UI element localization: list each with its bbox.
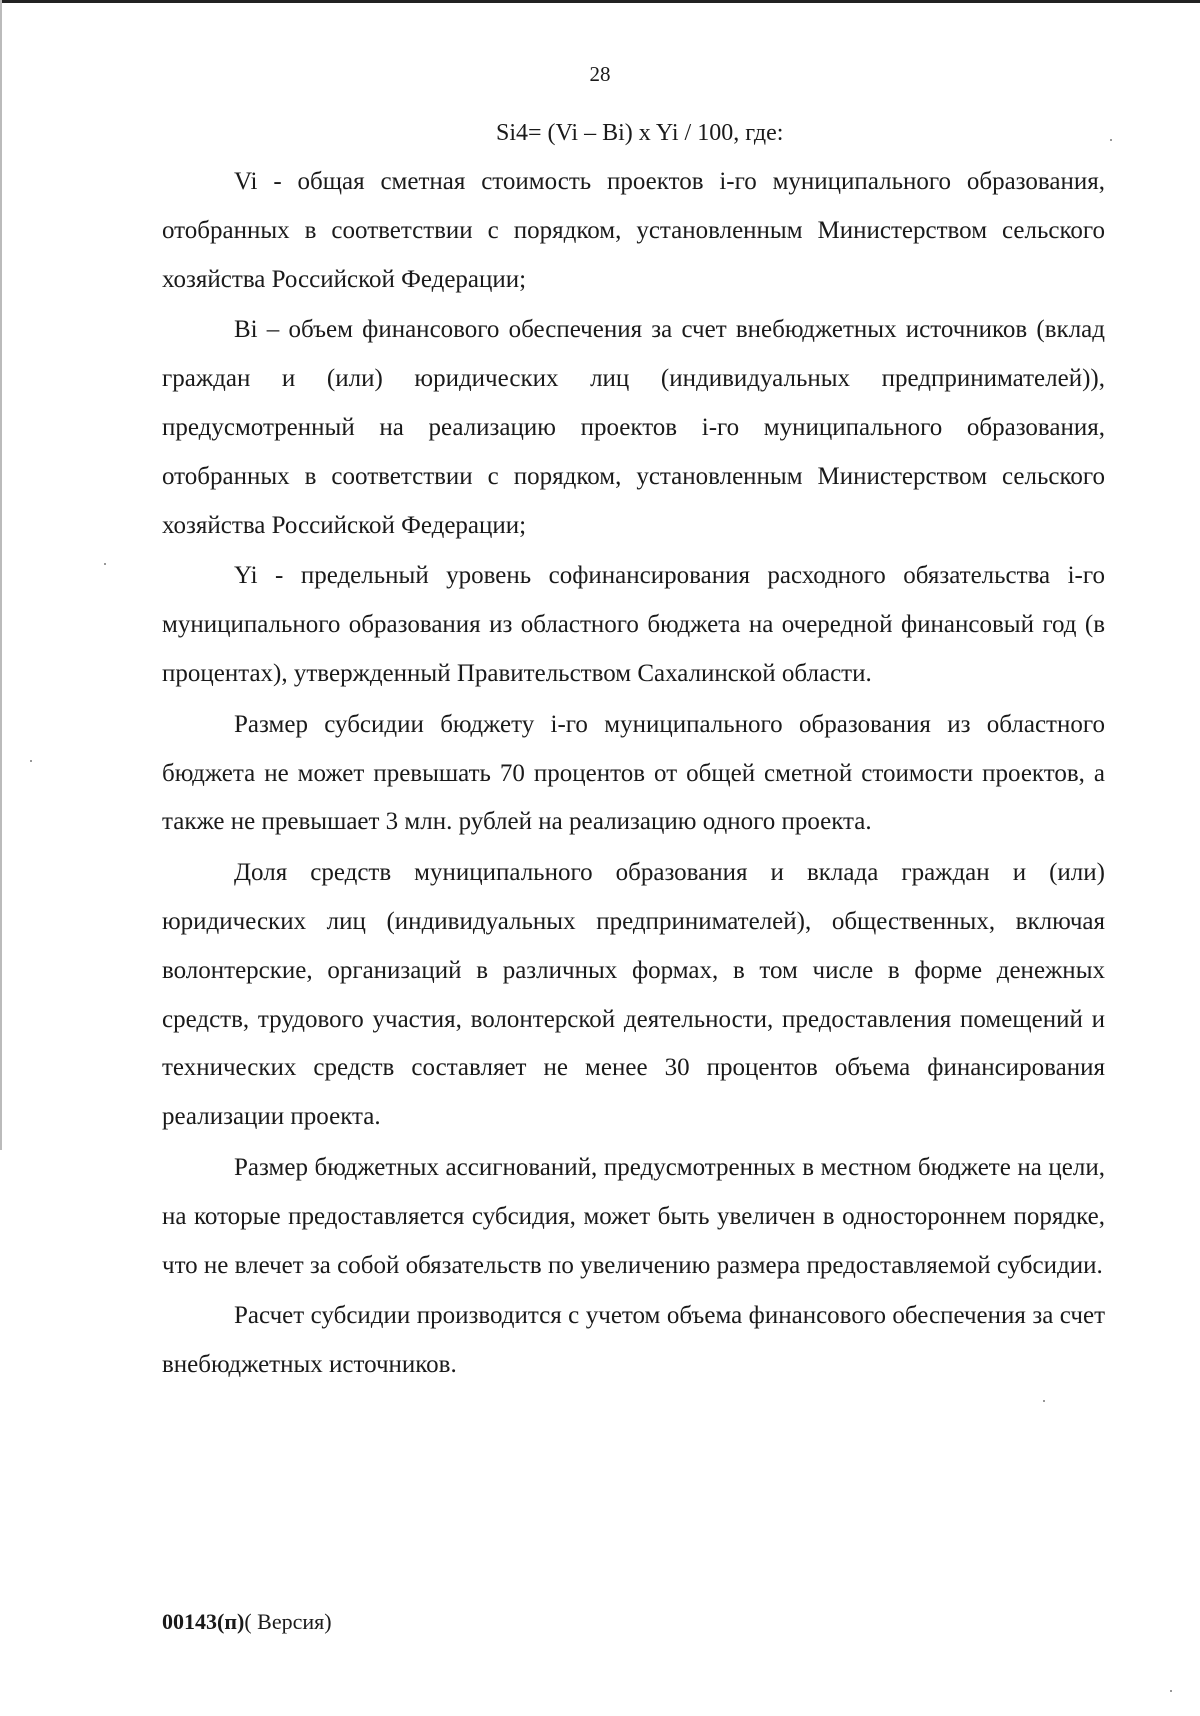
document-body <box>162 158 1105 1392</box>
subsidy-formula: Si4= (Vi – Bi) x Yi / 100, где: <box>496 120 784 146</box>
document-version: ( Версия) <box>244 1609 332 1634</box>
paragraph-vi-definition: Vi - общая сметная стоимость проектов i-го муниципального образования, отобранных в соответствии с порядком, установленным Министерством сельского хозяйства Российской Федерации; <box>162 168 1105 293</box>
scan-speck <box>104 563 106 565</box>
paragraph-bi-definition: Bi – объем финансового обеспечения за счет внебюджетных источников (вклад граждан и (или) юридических лиц (индивидуальных предпринимателей)), предусмотренный на реализацию проектов i-го муниципального образования, отобранных в соответствии с порядком, установленным Министерством сельского хозяйства Российской Федерации; <box>162 316 1105 539</box>
scan-top-border <box>0 0 1200 3</box>
document-code: 00143(п) <box>162 1609 245 1634</box>
paragraph-calculation-note: Расчет субсидии производится с учетом объема финансового обеспечения за счет внебюджетных источников. <box>162 1302 1105 1379</box>
paragraph-yi-definition: Yi - предельный уровень софинансирования расходного обязательства i-го муниципального образования из областного бюджета на очередной финансовый год (в процентах), утвержденный Правительством Сахалинской области. <box>162 562 1105 687</box>
scan-speck <box>1110 139 1112 141</box>
paragraph-cofinancing-share: Доля средств муниципального образования и вклада граждан и (или) юридических лиц (индивидуальных предпринимателей), общественных, включая волонтерские, организаций в различных формах, в том числе в форме денежных средств, трудового участия, волонтерской деятельности, предоставления помещений и технических средств составляет не менее 30 процентов объема финансирования реализации проекта. <box>162 859 1105 1131</box>
scan-speck <box>1170 1690 1172 1692</box>
scan-speck <box>30 760 32 762</box>
document-footer <box>162 1609 332 1635</box>
scan-speck <box>1043 1400 1045 1402</box>
paragraph-subsidy-limit: Размер субсидии бюджету i-го муниципального образования из областного бюджета не может превышать 70 процентов от общей сметной стоимости проектов, а также не превышает 3 млн. рублей на реализацию одного проекта. <box>162 710 1105 836</box>
paragraph-budget-allocations: Размер бюджетных ассигнований, предусмотренных в местном бюджете на цели, на которые предоставляется субсидия, может быть увеличен в одностороннем порядке, что не влечет за собой обязательств по увеличению размера предоставляемой субсидии. <box>162 1153 1105 1279</box>
scan-left-edge <box>0 0 2 1150</box>
page-number: 28 <box>589 62 611 86</box>
